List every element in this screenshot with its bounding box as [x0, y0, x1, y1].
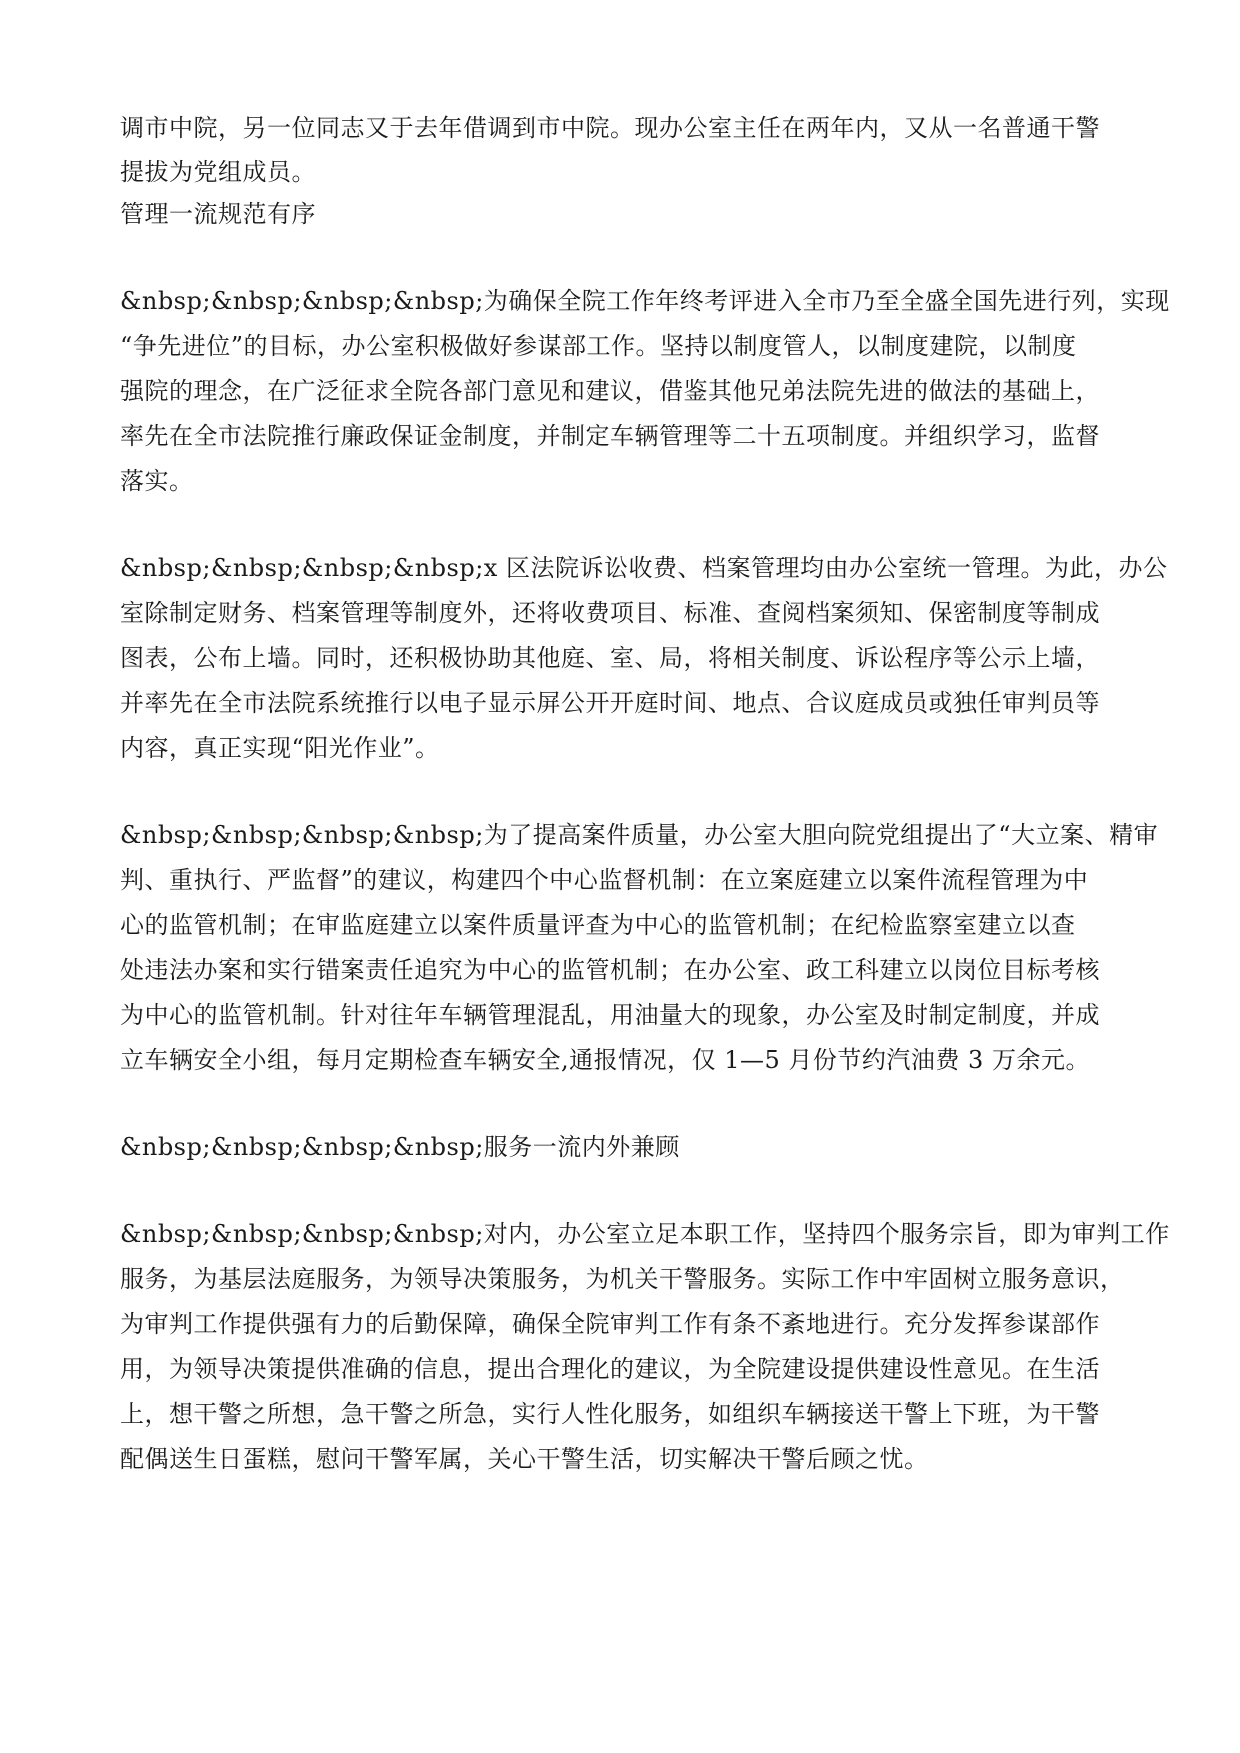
section-heading: &nbsp;&nbsp;&nbsp;&nbsp;服务一流内外兼顾: [120, 1133, 680, 1161]
text-line: &nbsp;&nbsp;&nbsp;&nbsp;对内，办公室立足本职工作，坚持四个服务宗旨，即为审判工作: [120, 1220, 1170, 1248]
text-line: 立车辆安全小组，每月定期检查车辆安全,通报情况，仅 1—5 月份节约汽油费 3 万余元。: [120, 1046, 1090, 1074]
text-line: “争先进位”的目标，办公室积极做好参谋部工作。坚持以制度管人，以制度建院，以制度: [120, 332, 1077, 360]
text-line: 用，为领导决策提供准确的信息，提出合理化的建议，为全院建设提供建设性意见。在生活: [120, 1355, 1100, 1383]
text-line: &nbsp;&nbsp;&nbsp;&nbsp;为了提高案件质量，办公室大胆向院党组提出了“大立案、精审: [120, 821, 1159, 849]
text-line: 心的监管机制；在审监庭建立以案件质量评查为中心的监管机制；在纪检监察室建立以查: [120, 911, 1076, 939]
text-line: 室除制定财务、档案管理等制度外，还将收费项目、标准、查阅档案须知、保密制度等制成: [120, 599, 1100, 627]
text-line: 处违法办案和实行错案责任追究为中心的监管机制；在办公室、政工科建立以岗位目标考核: [120, 956, 1100, 984]
text-line: 判、重执行、严监督”的建议，构建四个中心监督机制：在立案庭建立以案件流程管理为中: [120, 866, 1089, 894]
text-line: 配偶送生日蛋糕，慰问干警军属，关心干警生活，切实解决干警后顾之忧。: [120, 1445, 929, 1473]
text-line: &nbsp;&nbsp;&nbsp;&nbsp;为确保全院工作年终考评进入全市乃至全盛全国先进行列，实现: [120, 287, 1170, 315]
text-line: 上，想干警之所想，急干警之所急，实行人性化服务，如组织车辆接送干警上下班，为干警: [120, 1400, 1100, 1428]
text-line: 提拔为党组成员。: [120, 158, 316, 186]
text-line: 为审判工作提供强有力的后勤保障，确保全院审判工作有条不紊地进行。充分发挥参谋部作: [120, 1310, 1100, 1338]
text-line: 率先在全市法院推行廉政保证金制度，并制定车辆管理等二十五项制度。并组织学习，监督: [120, 422, 1100, 450]
text-line: 并率先在全市法院系统推行以电子显示屏公开开庭时间、地点、合议庭成员或独任审判员等: [120, 689, 1100, 717]
text-line: 调市中院，另一位同志又于去年借调到市中院。现办公室主任在两年内，又从一名普通干警: [120, 114, 1100, 142]
text-line: 内容，真正实现“阳光作业”。: [120, 734, 440, 762]
text-line: 为中心的监管机制。针对往年车辆管理混乱，用油量大的现象，办公室及时制定制度，并成: [120, 1001, 1100, 1029]
text-line: 服务，为基层法庭服务，为领导决策服务，为机关干警服务。实际工作中牢固树立服务意识，: [120, 1265, 1125, 1293]
text-line: 图表，公布上墙。同时，还积极协助其他庭、室、局，将相关制度、诉讼程序等公示上墙，: [120, 644, 1100, 672]
text-line: 落实。: [120, 467, 194, 495]
text-line: &nbsp;&nbsp;&nbsp;&nbsp;x 区法院诉讼收费、档案管理均由办公室统一管理。为此，办公: [120, 554, 1168, 582]
text-line: 强院的理念，在广泛征求全院各部门意见和建议，借鉴其他兄弟法院先进的做法的基础上，: [120, 377, 1100, 405]
section-heading: 管理一流规范有序: [120, 200, 316, 228]
